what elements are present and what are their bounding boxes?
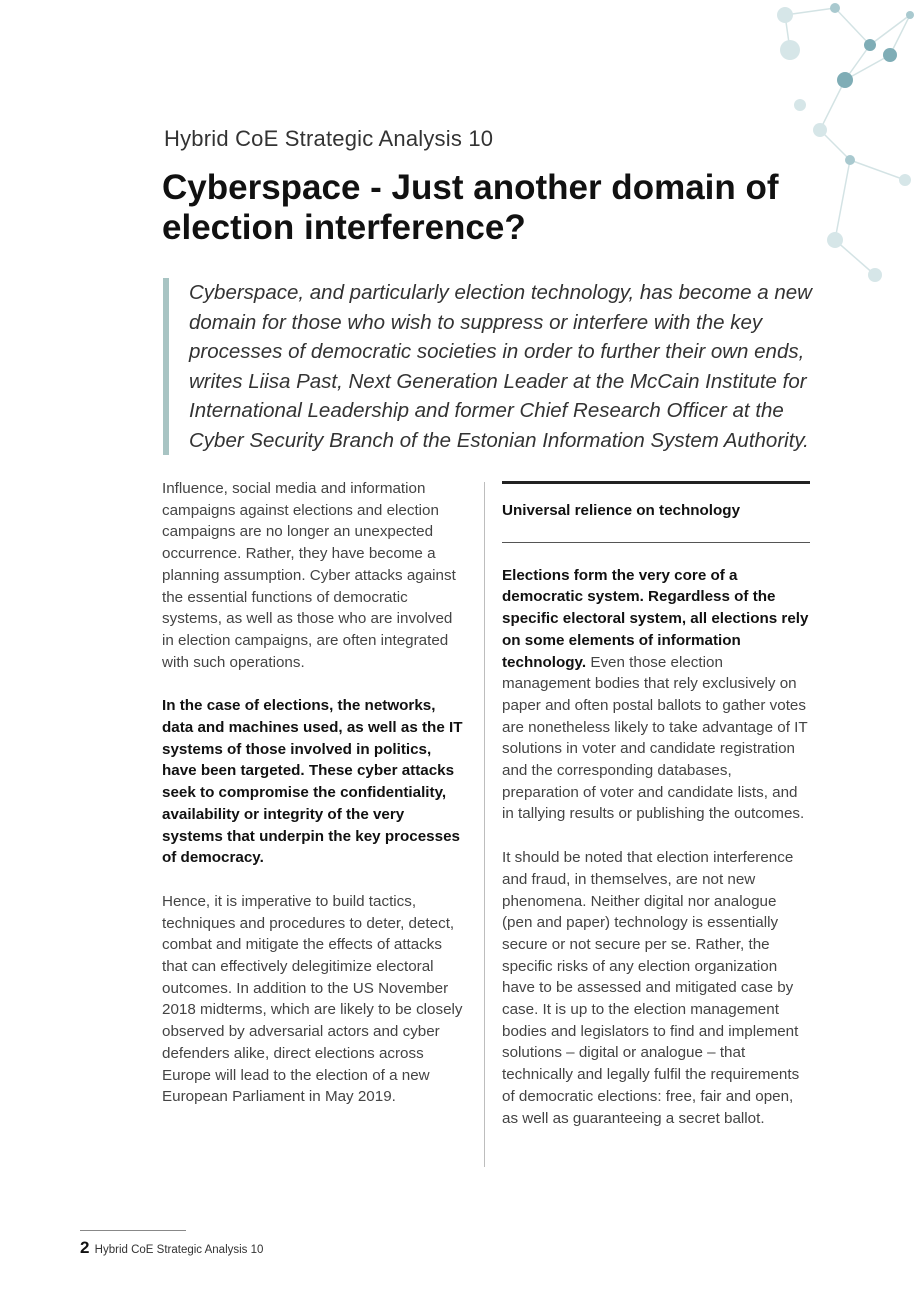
right-column bbox=[502, 478, 810, 1142]
right-paragraph-1-lead: Elections form the very core of a democratic system. Regardless of the specific electoral system, all elections rely on some elements of information technology. bbox=[502, 566, 809, 671]
page-title: Cyberspace - Just another domain of election interference? bbox=[162, 168, 779, 247]
page-number: 2 bbox=[80, 1238, 90, 1257]
section-heading: Universal relience on technology bbox=[502, 502, 741, 519]
lead-quote bbox=[163, 278, 839, 455]
footer bbox=[80, 1238, 263, 1258]
footer-rule bbox=[80, 1230, 186, 1231]
lead-text: Cyberspace, and particularly election technology, has become a new domain for those who wish to suppress or interfere with the key processes of democratic societies in order to further their own ends, writes Liisa Past, Next Generation Leader at the McCain Institute for International Leadership and former Chief Research Officer at the Cyber Security Branch of the Estonian Information System Authority. bbox=[189, 281, 812, 452]
heading-rule-bottom bbox=[502, 542, 810, 543]
footer-series: Hybrid CoE Strategic Analysis 10 bbox=[94, 1244, 264, 1256]
left-paragraph-2: In the case of elections, the networks, data and machines used, as well as the IT systems of those involved in politics, have been targeted. These cyber attacks seek to compromise the confidentiality, availability or integrity of the very systems that underpin the key processes of democracy. bbox=[162, 697, 463, 867]
right-paragraph-1 bbox=[502, 565, 810, 825]
right-paragraph-2: It should be noted that election interference and fraud, in themselves, are not new phenomena. Neither digital nor analogue (pen and paper) technology is essentially secure or not secure per se. Rather, the specific risks of any election organization have to be assessed and mitigated case by case. It is up to the election management bodies and legislators to find and implement solutions – digital or analogue – that technically and legally fulfil the requirements of democratic elections: free, fair and open, as well as guaranteeing a secret ballot. bbox=[502, 849, 800, 1127]
series-label: Hybrid CoE Strategic Analysis 10 bbox=[164, 126, 494, 151]
left-column bbox=[162, 478, 468, 1121]
column-divider bbox=[484, 482, 485, 1167]
left-paragraph-1: Influence, social media and information campaigns against elections and election campaigns are no longer an unexpected occurrence. Rather, they have become a planning assumption. Cyber attacks against the essential functions of democratic systems, as well as those who are involved in election campaigns, are often integrated with such operations. bbox=[162, 480, 456, 671]
left-paragraph-3: Hence, it is imperative to build tactics, techniques and procedures to deter, detect, combat and mitigate the effects of attacks that can effectively delegitimize electoral outcomes. In addition to the US November 2018 midterms, which are likely to be closely observed by adversarial actors and cyber defenders alike, direct elections across Europe will lead to the election of a new European Parliament in May 2019. bbox=[162, 892, 463, 1106]
network-decoration bbox=[620, 0, 920, 300]
right-paragraph-1-body: Even those election management bodies that rely exclusively on paper and often postal ballots to gather votes are nonetheless likely to take advantage of IT solutions in voter and candidate registration and the corresponding databases, preparation of voter and candidate lists, and in tallying results or publishing the outcomes. bbox=[502, 653, 808, 823]
